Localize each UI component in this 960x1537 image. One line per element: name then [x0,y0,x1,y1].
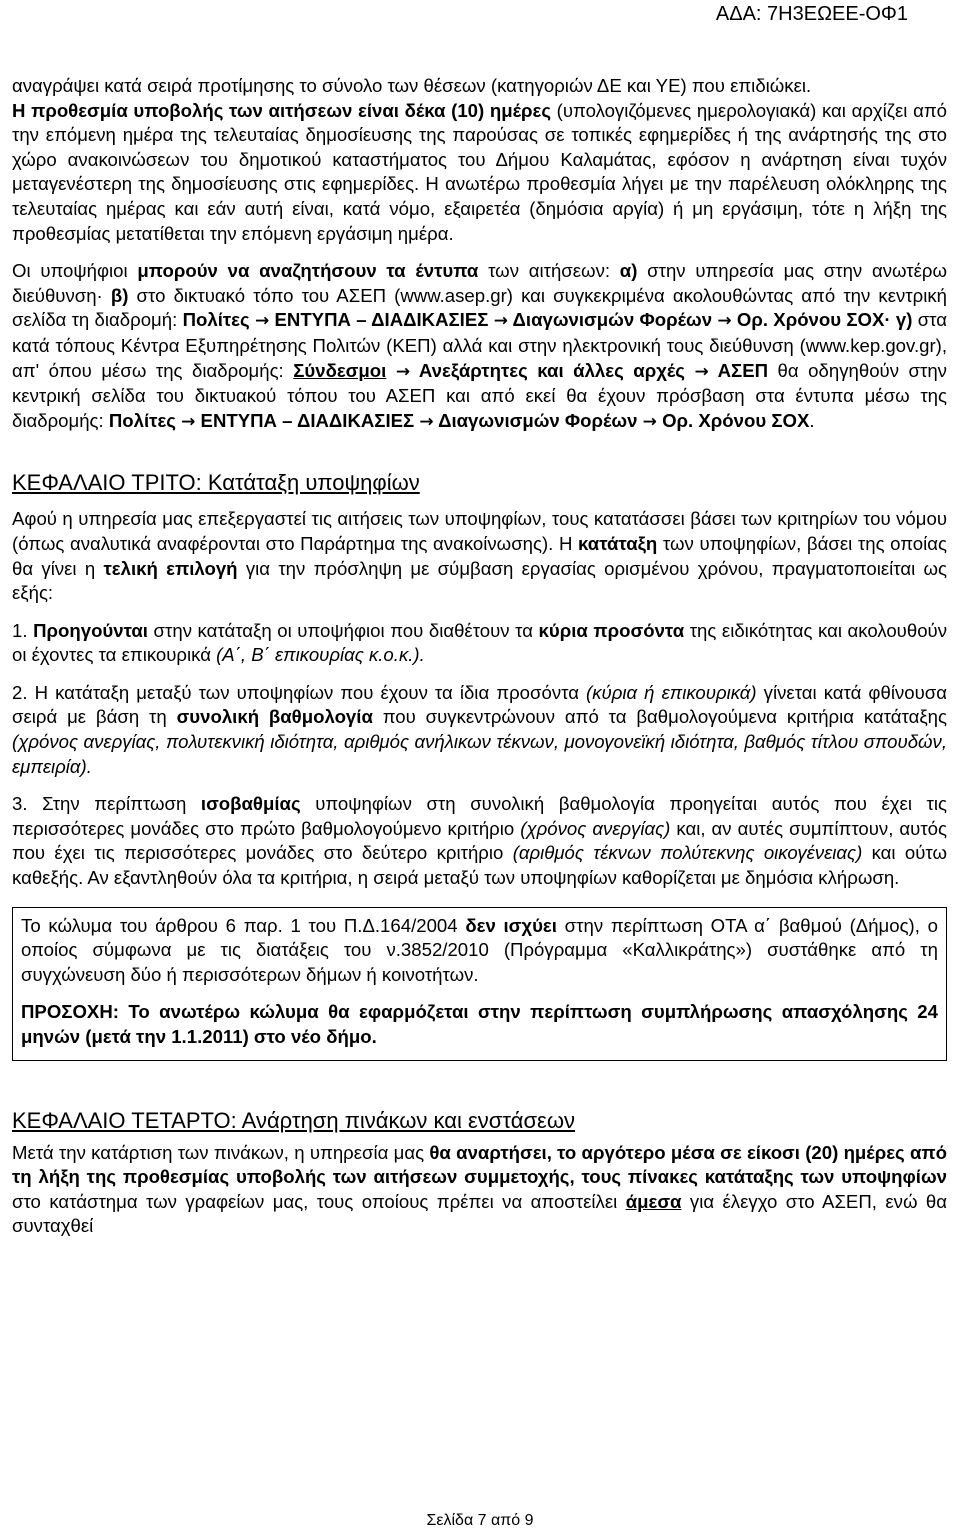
ranking-rule-3: 3. Στην περίπτωση ισοβαθμίας υποψηφίων στη συνολική βαθμολογία προηγείται αυτός που έχει τις περισσότερες μονάδες στο πρώτο βαθμολογούμενο κριτήριο (χρόνος ανεργίας) και, αν αυτές συμπίπτουν, αυτός που έχει τις περισσότερες μονάδες στο δεύτερο κριτήριο (αριθμός τέκνων πολύτεκνης οικογένειας) και ούτω καθεξής. Αν εξαντληθούν όλα τα κριτήρια, η σειρά μεταξύ των υποψηφίων καθορίζεται με δημόσια κλήρωση. [12,793,948,889]
arrow-right-icon: → [642,411,657,432]
arrow-right-icon: → [395,361,411,382]
arrow-right-icon: → [419,411,434,432]
page-number: Σελίδα 7 από 9 [426,1512,534,1529]
arrow-right-icon: → [493,311,508,332]
ada-code: ΑΔΑ: 7Η3ΕΩΕΕ-ΟΦ1 [715,3,908,25]
arrow-right-icon: → [694,361,709,382]
notice-box [12,907,947,1061]
ranking-rule-1: 1. Προηγούνται στην κατάταξη οι υποψήφιοι που διαθέτουν τα κύρια προσόντα της ειδικότητας και ακολουθούν οι έχοντες τα επικουρικά (Α΄, Β΄ επικουρίας κ.ο.κ.). [12,619,947,666]
notice-impediment: Το κώλυμα του άρθρου 6 παρ. 1 του Π.Δ.164/2004 δεν ισχύει στην περίπτωση ΟΤΑ α΄ βαθμού (Δήμος), ο οποίος σύμφωνα με τις διατάξεις του ν.3852/2010 (Πρόγραμμα «Καλλικράτης») συστάθηκε από τη συγχώνευση δύο ή περισσότερων δήμων ή κοινοτήτων. [21,914,938,985]
paragraph-application-deadline: Η προθεσμία υποβολής των αιτήσεων είναι δέκα (10) ημέρες (υπολογιζόμενες ημερολογιακά) και αρχίζει από την επόμενη ημέρα της τελευταίας δημοσίευσης της παρούσας σε τοπικές εφημερίδες ή της ανάρτησής της στο χώρο ανακοινώσεων του δημοτικού καταστήματος του Δήμου Καλαμάτας, εφόσον η ανάρτηση είναι τυχόν μεταγενέστερη της δημοσίευσης στις εφημερίδες. Η ανωτέρω προθεσμία λήγει με την παρέλευση ολόκληρης της τελευταίας ημέρας και εάν αυτή είναι, κατά νόμο, εξαιρετέα (δημόσια αργία) ή μη εργάσιμη, τότε η λήξη της προθεσμίας μετατίθεται την επόμενη εργάσιμη ημέρα. [12,99,948,244]
section-heading-chapter-four: ΚΕΦΑΛΑΙΟ ΤΕΤΑΡΤΟ: Ανάρτηση πινάκων και ενστάσεων [12,1107,576,1133]
paragraph-tables-posting: Μετά την κατάρτιση των πινάκων, η υπηρεσία μας θα αναρτήσει, το αργότερο μέσα σε είκοσι (20) ημέρες από τη λήξη της προθεσμίας υποβολής των αιτήσεων συμμετοχής, τους πίνακες κατάταξης των υποψηφίων στο κατάστημα των γραφείων μας, τους οποίους πρέπει να αποστείλει άμεσα για έλεγχο στο ΑΣΕΠ, ενώ θα συνταχθεί [12,1141,947,1237]
notice-attention: ΠΡΟΣΟΧΗ: Το ανωτέρω κώλυμα θα εφαρμόζεται στην περίπτωση συμπλήρωσης απασχόλησης 24 μηνών (μετά την 1.1.2011) στο νέο δήμο. [21,1001,938,1047]
arrow-right-icon: → [254,311,270,332]
arrow-right-icon: → [181,411,196,432]
ranking-rule-2: 2. Η κατάταξη μεταξύ των υποψηφίων που έχουν τα ίδια προσόντα (κύρια ή επικουρικά) γίνεται κατά φθίνουσα σειρά με βάση τη συνολική βαθμολογία που συγκεντρώνουν από τα βαθμολογούμενα κριτήρια κατάταξης (χρόνος ανεργίας, πολυτεκνική ιδιότητα, αριθμός ανήλικων τέκνων, μονογονεϊκή ιδιότητα, βαθμός τίτλου σπουδών, εμπειρία). [12,681,947,777]
document-body [12,74,947,1239]
paragraph-positions-preference: αναγράψει κατά σειρά προτίμησης το σύνολο των θέσεων (κατηγοριών ΔΕ και ΥΕ) που επιδιώκει. [12,75,812,96]
paragraph-ranking-intro: Αφού η υπηρεσία μας επεξεργαστεί τις αιτήσεις των υποψηφίων, τους κατατάσσει βάσει των κριτηρίων του νόμου (όπως αναλυτικά αναφέρονται στο Παράρτημα της ανακοίνωσης). Η κατάταξη των υποψηφίων, βάσει της οποίας θα γίνει η τελική επιλογή για την πρόσληψη με σύμβαση εργασίας ορισμένου χρόνου, πραγματοποιείται ως εξής: [12,508,947,604]
paragraph-application-forms: Οι υποψήφιοι μπορούν να αναζητήσουν τα έντυπα των αιτήσεων: α) στην υπηρεσία μας στην ανωτέρω διεύθυνση· β) στο δικτυακό τόπο του ΑΣΕΠ (www.asep.gr) και συγκεκριμένα ακολουθώντας από την κεντρική σελίδα τη διαδρομή: Πολίτες → ΕΝΤΥΠΑ – ΔΙΑΔΙΚΑΣΙΕΣ → Διαγωνισμών Φορέων → Ορ. Χρόνου ΣΟΧ· γ) στα κατά τόπους Κέντρα Εξυπηρέτησης Πολιτών (ΚΕΠ) αλλά και στην ηλεκτρονική τους διεύθυνση (www.kep.gov.gr), απ' όπου μέσω της διαδρομής: Σύνδεσμοι → Ανεξάρτητες και άλλες αρχές → ΑΣΕΠ θα οδηγηθούν στην κεντρική σελίδα του δικτυακού τόπου του ΑΣΕΠ και από εκεί θα έχουν πρόσβαση στα έντυπα μέσω της διαδρομής: Πολίτες → ΕΝΤΥΠΑ – ΔΙΑΔΙΚΑΣΙΕΣ → Διαγωνισμών Φορέων → Ορ. Χρόνου ΣΟΧ. [12,260,948,432]
arrow-right-icon: → [717,311,732,332]
section-heading-chapter-three: ΚΕΦΑΛΑΙΟ ΤΡΙΤΟ: Κατάταξη υποψηφίων [12,470,420,496]
